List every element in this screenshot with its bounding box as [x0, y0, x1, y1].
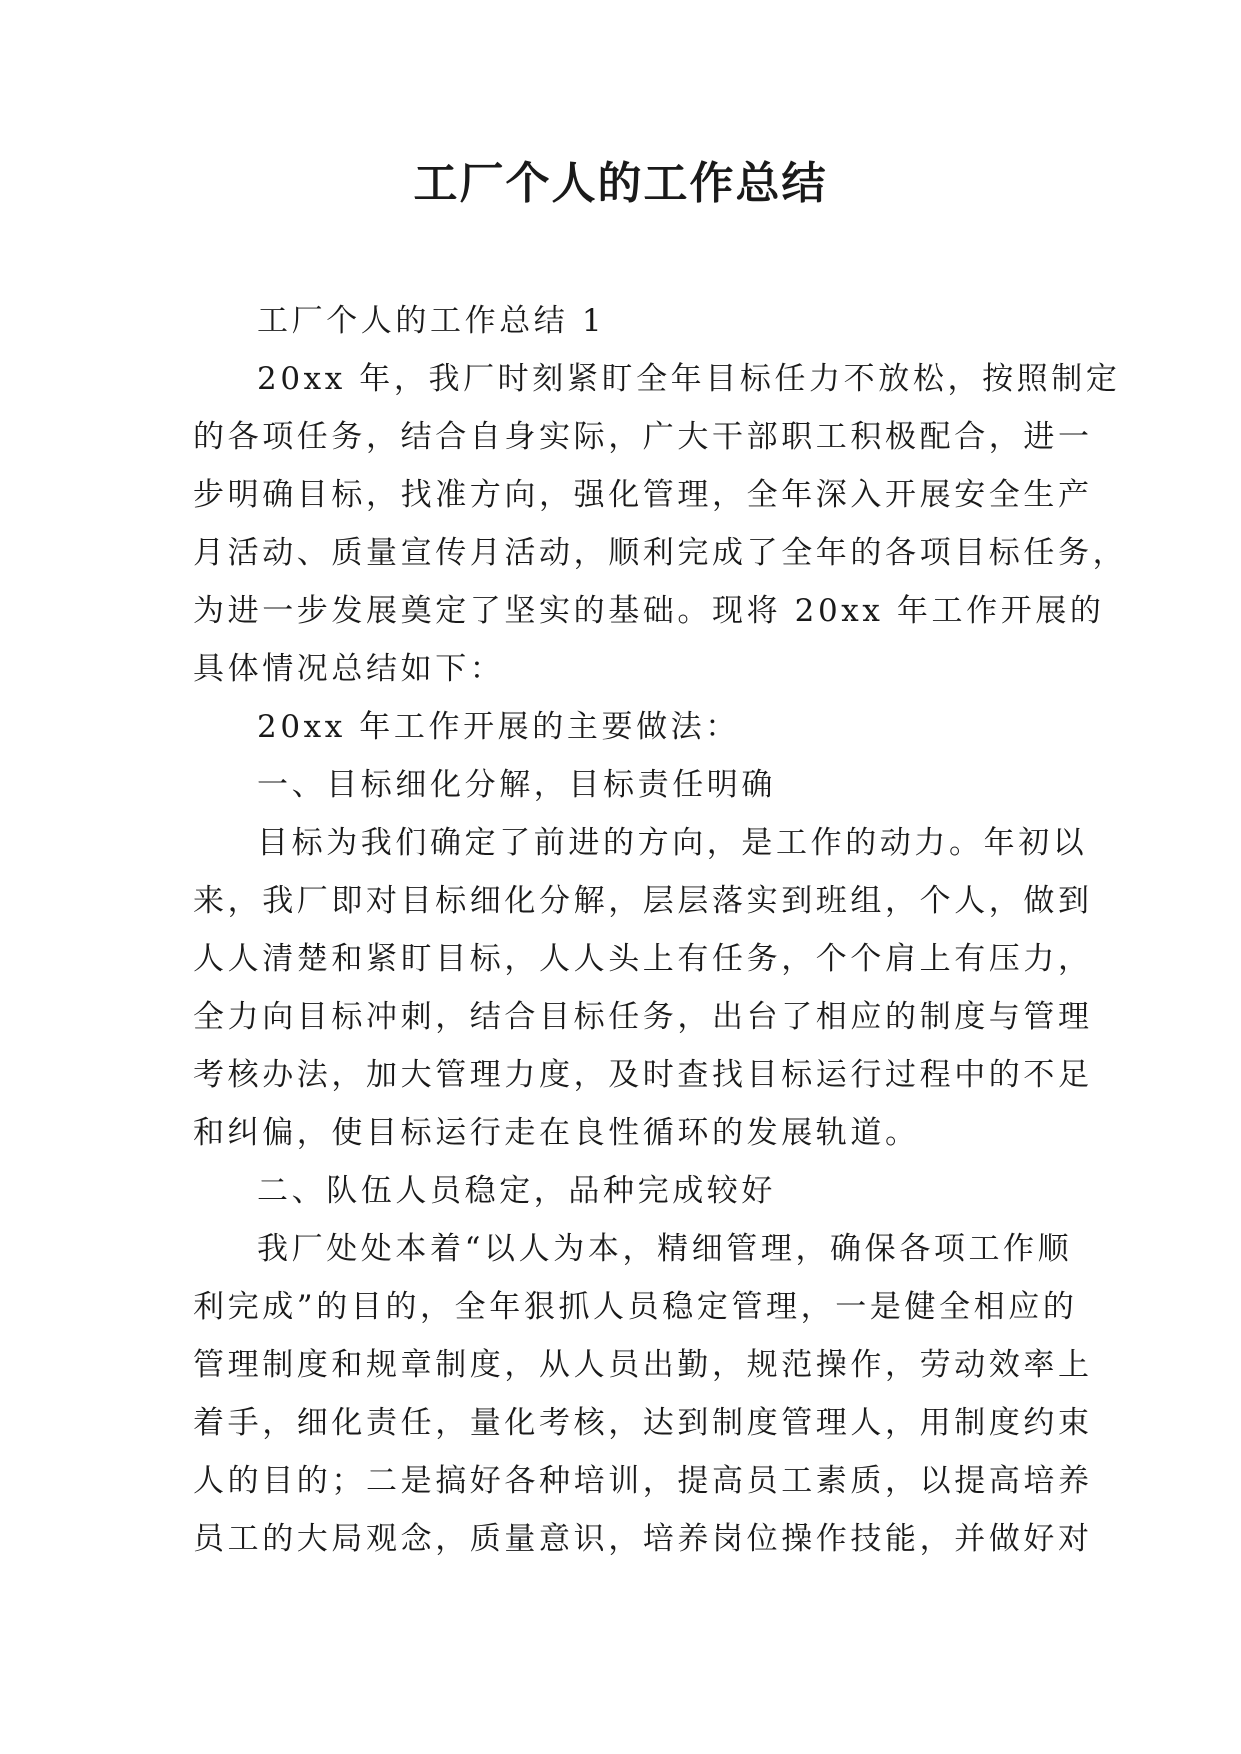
- text-line: 管理制度和规章制度，从人员出勤，规范操作，劳动效率上: [193, 1347, 1093, 1383]
- text-line: 着手，细化责任，量化考核，达到制度管理人，用制度约束: [193, 1405, 1093, 1441]
- text-line: 考核办法，加大管理力度，及时查找目标运行过程中的不足: [193, 1057, 1093, 1093]
- text-line: 人的目的；二是搞好各种培训，提高员工素质，以提高培养: [193, 1463, 1093, 1499]
- text-line: 一、目标细化分解，目标责任明确: [257, 767, 776, 803]
- document-title: 工厂个人的工作总结: [413, 158, 828, 209]
- text-line: 月活动、质量宣传月活动，顺利完成了全年的各项目标任务，: [193, 535, 1128, 571]
- text-line: 工厂个人的工作总结 1: [257, 303, 606, 339]
- text-line: 我厂处处本着“以人为本，精细管理，确保各项工作顺: [257, 1231, 1073, 1267]
- text-line: 20xx 年，我厂时刻紧盯全年目标任力不放松，按照制定: [257, 361, 1121, 397]
- text-line: 步明确目标，找准方向，强化管理，全年深入开展安全生产: [193, 477, 1093, 513]
- text-line: 和纠偏，使目标运行走在良性循环的发展轨道。: [193, 1115, 920, 1151]
- text-line: 员工的大局观念，质量意识，培养岗位操作技能，并做好对: [193, 1521, 1093, 1557]
- text-line: 20xx 年工作开展的主要做法：: [257, 709, 740, 745]
- text-line: 利完成”的目的，全年狠抓人员稳定管理，一是健全相应的: [193, 1289, 1078, 1325]
- text-line: 具体情况总结如下：: [193, 651, 505, 687]
- text-line: 人人清楚和紧盯目标，人人头上有任务，个个肩上有压力，: [193, 941, 1093, 977]
- document-body: [193, 292, 1128, 1568]
- text-line: 目标为我们确定了前进的方向，是工作的动力。年初以: [257, 825, 1088, 861]
- text-line: 二、队伍人员稳定，品种完成较好: [257, 1173, 776, 1209]
- text-line: 全力向目标冲刺，结合目标任务，出台了相应的制度与管理: [193, 999, 1093, 1035]
- text-line: 来，我厂即对目标细化分解，层层落实到班组，个人，做到: [193, 883, 1093, 919]
- text-line: 为进一步发展奠定了坚实的基础。现将 20xx 年工作开展的: [193, 593, 1105, 629]
- text-line: 的各项任务，结合自身实际，广大干部职工积极配合，进一: [193, 419, 1093, 455]
